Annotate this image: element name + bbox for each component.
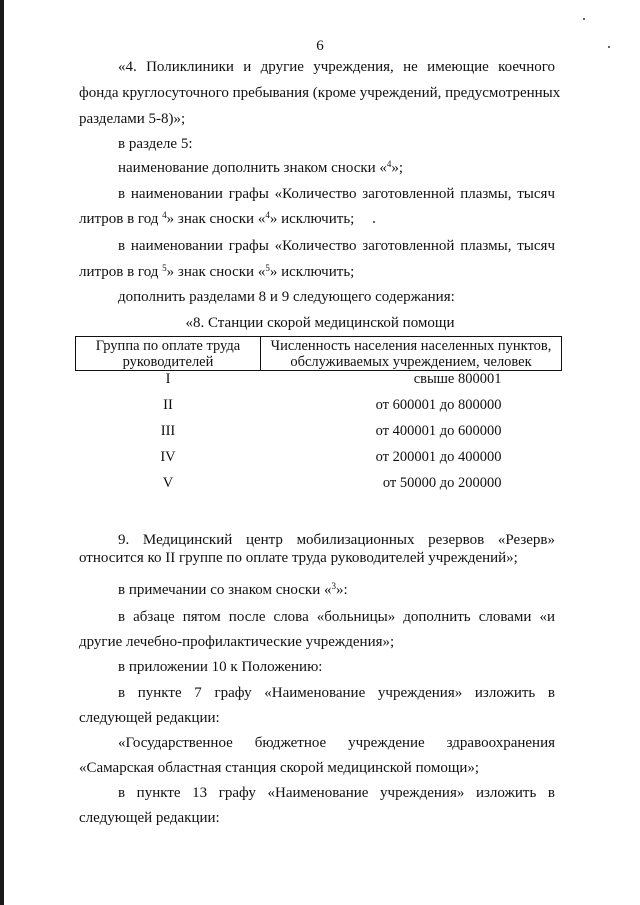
paragraph-line: относится ко II группе по оплате труда руководителей учреждений»;: [79, 550, 518, 566]
range-cell: свыше 800001: [413, 371, 502, 387]
footnote-mark: 5: [162, 263, 167, 273]
paragraph-line: следующей редакции:: [79, 710, 220, 726]
header-text: Группа по оплате труда: [95, 338, 241, 354]
footnote-mark: 5: [265, 263, 270, 273]
paragraph-line: [79, 263, 354, 281]
paragraph-line: в приложении 10 к Положению:: [118, 659, 323, 675]
scan-speck: [583, 18, 585, 20]
paragraph-line: другие лечебно-профилактические учреждения»;: [79, 634, 395, 650]
text-run: в примечании со знаком сноски «: [118, 582, 332, 598]
population-group-table: [75, 336, 562, 501]
paragraph-line: [79, 210, 354, 228]
text-run: » знак сноски «: [166, 264, 266, 280]
paragraph-line: дополнить разделами 8 и 9 следующего содержания:: [118, 289, 455, 305]
text-run: »;: [391, 160, 404, 176]
text-run: » исключить;: [269, 211, 355, 227]
scan-border: [0, 0, 4, 905]
group-cell: III: [160, 423, 176, 439]
text-run: наименование дополнить знаком сноски «: [118, 160, 387, 176]
table-row: [76, 423, 562, 449]
paragraph-line: фонда круглосуточного пребывания (кроме учреждений, предусмотренных: [79, 85, 561, 101]
group-cell: IV: [160, 449, 176, 465]
header-text: Численность населения населенных пунктов,: [270, 338, 552, 354]
footnote-mark: 4: [265, 210, 270, 220]
page-number: 6: [316, 38, 324, 54]
scan-speck: [373, 221, 375, 223]
group-cell: I: [165, 371, 171, 387]
range-cell: от 50000 до 200000: [382, 475, 502, 491]
group-cell: V: [162, 475, 174, 491]
paragraph-line: [118, 581, 348, 599]
range-cell: от 400001 до 600000: [375, 423, 502, 439]
text-run: литров в год: [79, 264, 163, 280]
paragraph-line: в наименовании графы «Количество заготовленной плазмы, тысяч: [118, 186, 555, 202]
text-run: » знак сноски «: [166, 211, 266, 227]
text-run: »:: [335, 582, 348, 598]
paragraph-line: разделами 5-8)»;: [79, 111, 186, 127]
header-text: обслуживаемых учреждением, человек: [290, 354, 532, 370]
footnote-mark: 4: [386, 159, 392, 169]
text-run: литров в год: [79, 211, 163, 227]
paragraph-line: в пункте 13 графу «Наименование учреждения» изложить в: [118, 785, 555, 801]
paragraph-line: «Государственное бюджетное учреждение здравоохранения: [118, 735, 555, 751]
footnote-mark: 3: [331, 581, 336, 591]
text-run: » исключить;: [269, 264, 355, 280]
table-row: [76, 475, 562, 501]
table-header-row: [76, 337, 562, 371]
paragraph-line: следующей редакции:: [79, 810, 220, 826]
footnote-mark: 4: [162, 210, 167, 220]
paragraph-line: в абзаце пятом после слова «больницы» дополнить словами «и: [118, 609, 555, 625]
table-row: [76, 449, 562, 475]
table-header-group: [76, 337, 261, 371]
paragraph-line: [118, 159, 403, 177]
paragraph-line: в наименовании графы «Количество заготовленной плазмы, тысяч: [118, 238, 555, 254]
paragraph-line: в разделе 5:: [118, 136, 193, 152]
group-cell: II: [163, 397, 173, 413]
paragraph-line: в пункте 7 графу «Наименование учреждения» изложить в: [118, 685, 555, 701]
range-cell: от 600001 до 800000: [375, 397, 502, 413]
header-text: руководителей: [122, 354, 214, 370]
table-header-population: [261, 337, 562, 371]
paragraph-line: 9. Медицинский центр мобилизационных резервов «Резерв»: [118, 532, 555, 548]
table-row: [76, 397, 562, 423]
table-row: [76, 371, 562, 398]
paragraph-line: «Самарская областная станция скорой медицинской помощи»;: [79, 760, 480, 776]
table-title: «8. Станции скорой медицинской помощи: [185, 315, 455, 331]
paragraph-line: «4. Поликлиники и другие учреждения, не имеющие коечного: [118, 59, 555, 75]
range-cell: от 200001 до 400000: [375, 449, 502, 465]
